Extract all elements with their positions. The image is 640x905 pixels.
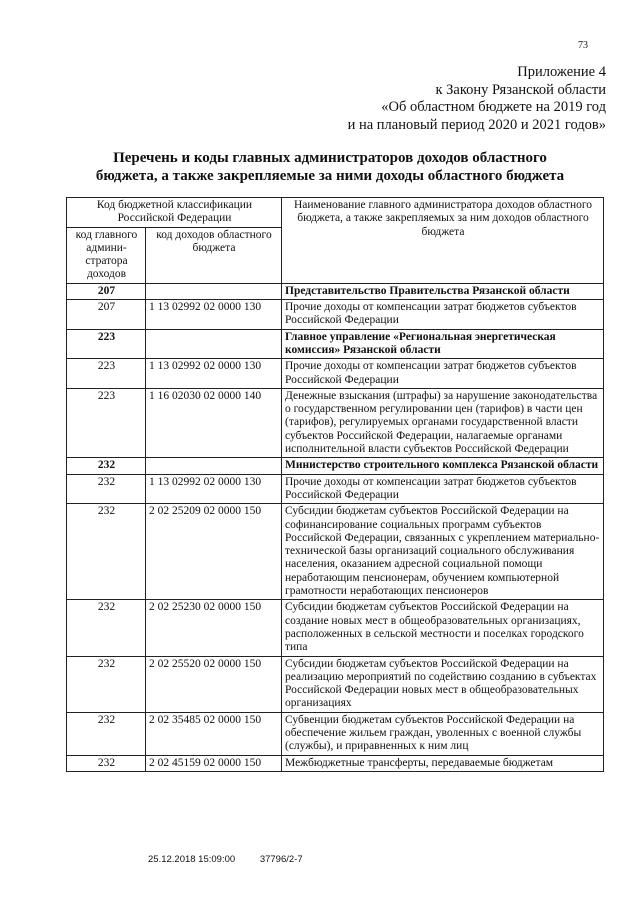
appendix-line: и на плановый период 2020 и 2021 годов» [347, 116, 606, 133]
admin-code-cell: 232 [67, 458, 146, 474]
name-cell: Денежные взыскания (штрафы) за нарушение законодательства о государственном регулировании цен (тарифов) в части цен (тарифов), регулируемых органами государственной власти субъектов Российской Федерации, налагаемые органами исполнительной власти субъектов Российской Федерации [282, 388, 604, 457]
admin-code-cell: 207 [67, 300, 146, 330]
table-row [67, 359, 604, 389]
admin-code-cell: 223 [67, 359, 146, 389]
header-budget-classification: Код бюджетной классификации Российской Федерации [67, 198, 282, 228]
name-cell: Прочие доходы от компенсации затрат бюджетов субъектов Российской Федерации [282, 474, 604, 504]
admin-code-cell: 232 [67, 504, 146, 600]
table-row [67, 329, 604, 359]
footer-doc-id: 37796/2-7 [259, 854, 303, 865]
admin-code-cell: 207 [67, 283, 146, 299]
appendix-line: к Закону Рязанской области [435, 81, 606, 98]
income-code-cell: 2 02 45159 02 0000 150 [146, 755, 282, 771]
header-name: Наименование главного администратора доходов областного бюджета, а также закрепляемых за ним доходов областного бюджета [282, 198, 604, 284]
admin-code-cell: 232 [67, 656, 146, 712]
admin-code-cell: 232 [67, 600, 146, 656]
title-line: бюджета, а также закрепляемые за ними доходы областного бюджета [95, 168, 565, 184]
header-admin-code: код главного админи-стратора доходов [67, 227, 146, 283]
income-code-cell: 2 02 35485 02 0000 150 [146, 712, 282, 755]
administrators-table [66, 197, 604, 772]
name-cell: Межбюджетные трансферты, передаваемые бюджетам [282, 755, 604, 771]
document-title [80, 149, 580, 185]
income-code-cell: 1 13 02992 02 0000 130 [146, 300, 282, 330]
appendix-line: «Об областном бюджете на 2019 год [381, 99, 606, 115]
table-row [67, 712, 604, 755]
table-row [67, 656, 604, 712]
income-code-cell: 1 13 02992 02 0000 130 [146, 474, 282, 504]
income-code-cell [146, 329, 282, 359]
table-row [67, 474, 604, 504]
table-row [67, 388, 604, 457]
income-code-cell [146, 283, 282, 299]
name-cell: Представительство Правительства Рязанской области [282, 283, 604, 299]
table-body [67, 283, 604, 771]
table-row [67, 504, 604, 600]
footer [148, 854, 303, 865]
name-cell: Прочие доходы от компенсации затрат бюджетов субъектов Российской Федерации [282, 300, 604, 330]
table-row [67, 458, 604, 474]
title-line: Перечень и коды главных администраторов доходов областного [113, 150, 547, 166]
appendix-header [348, 64, 606, 134]
name-cell: Главное управление «Региональная энергетическая комиссия» Рязанской области [282, 329, 604, 359]
appendix-line: Приложение 4 [517, 64, 606, 80]
admin-code-cell: 232 [67, 755, 146, 771]
name-cell: Министерство строительного комплекса Рязанской области [282, 458, 604, 474]
footer-timestamp: 25.12.2018 15:09:00 [148, 854, 236, 865]
income-code-cell [146, 458, 282, 474]
table-row [67, 300, 604, 330]
name-cell: Субсидии бюджетам субъектов Российской Федерации на создание новых мест в общеобразовательных организациях, расположенных в сельской местности и поселках городского типа [282, 600, 604, 656]
admin-code-cell: 232 [67, 712, 146, 755]
name-cell: Субсидии бюджетам субъектов Российской Федерации на реализацию мероприятий по содействию созданию в субъектах Российской Федерации новых мест в общеобразовательных организациях [282, 656, 604, 712]
admin-code-cell: 223 [67, 388, 146, 457]
table-row [67, 600, 604, 656]
name-cell: Субвенции бюджетам субъектов Российской Федерации на обеспечение жильем граждан, уволенных с военной службы (службы), и приравненных к ним лиц [282, 712, 604, 755]
name-cell: Субсидии бюджетам субъектов Российской Федерации на софинансирование социальных программ субъектов Российской Федерации, связанных с укреплением материально-технической базы организаций социального обслуживания населения, оказанием адресной социальной помощи неработающим пенсионерам, обучением компьютерной грамотности неработающих пенсионеров [282, 504, 604, 600]
admin-code-cell: 232 [67, 474, 146, 504]
table-row [67, 283, 604, 299]
table-header-row [67, 198, 604, 228]
income-code-cell: 2 02 25209 02 0000 150 [146, 504, 282, 600]
name-cell: Прочие доходы от компенсации затрат бюджетов субъектов Российской Федерации [282, 359, 604, 389]
page-number: 73 [578, 40, 588, 51]
table-row [67, 755, 604, 771]
income-code-cell: 1 13 02992 02 0000 130 [146, 359, 282, 389]
income-code-cell: 1 16 02030 02 0000 140 [146, 388, 282, 457]
income-code-cell: 2 02 25520 02 0000 150 [146, 656, 282, 712]
admin-code-cell: 223 [67, 329, 146, 359]
income-code-cell: 2 02 25230 02 0000 150 [146, 600, 282, 656]
header-income-code: код доходов областного бюджета [146, 227, 282, 283]
